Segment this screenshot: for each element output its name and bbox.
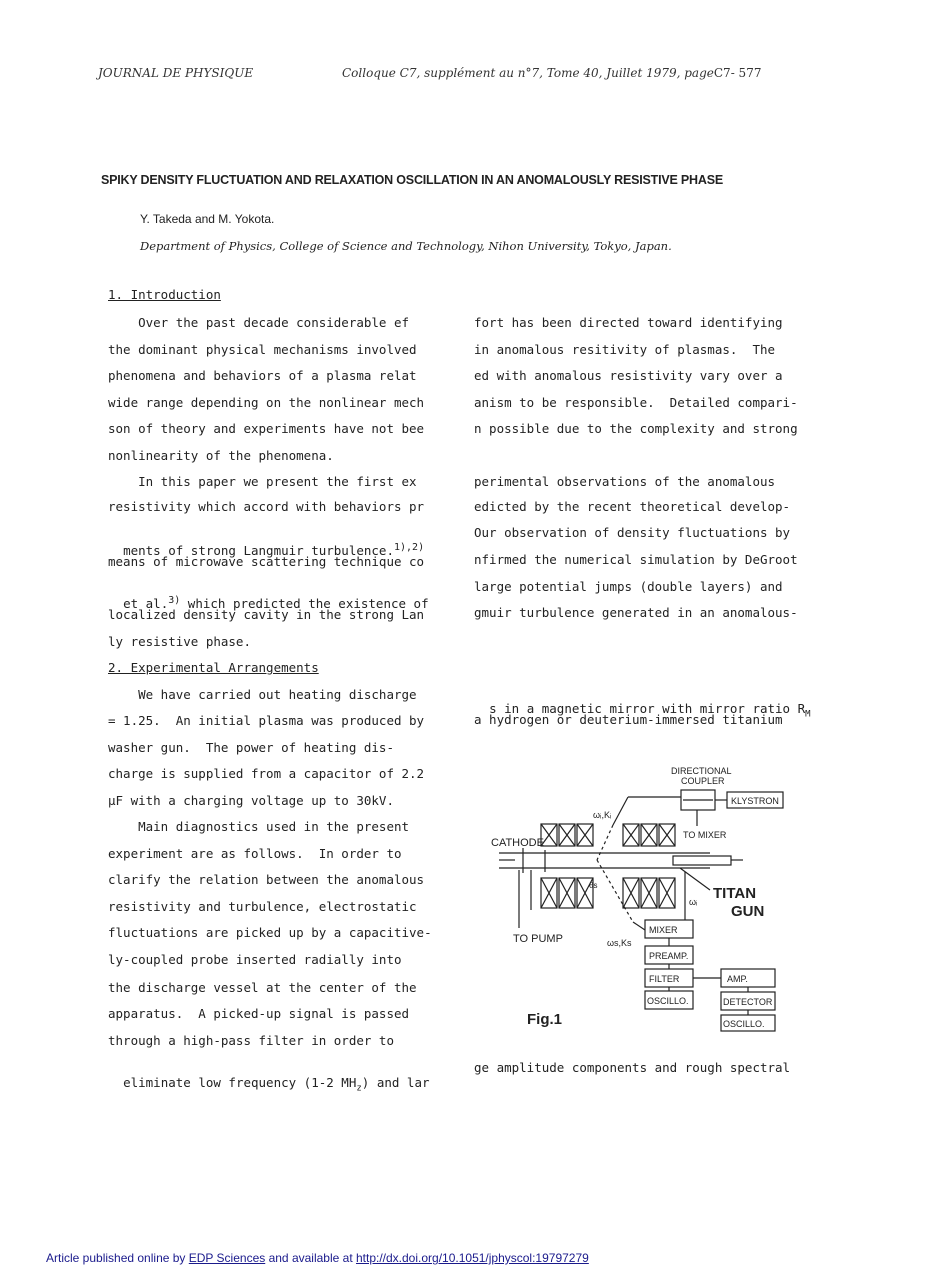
left-line: washer gun. The power of heating dis- bbox=[108, 740, 394, 755]
right-line: anism to be responsible. Detailed compari- bbox=[474, 395, 798, 410]
figure-caption: Fig.1 bbox=[527, 1011, 563, 1028]
filter-label: FILTER bbox=[649, 974, 680, 984]
right-line: ge amplitude components and rough spectral bbox=[474, 1060, 791, 1075]
right-line: fort has been directed toward identifying bbox=[474, 315, 783, 330]
left-line-continuation: ) and lar bbox=[361, 1075, 430, 1090]
to-mixer-label: TO MIXER bbox=[683, 830, 727, 840]
theta-s-label: θs bbox=[589, 881, 598, 890]
right-line: large potential jumps (double layers) and bbox=[474, 579, 783, 594]
colloque-info bbox=[342, 66, 761, 80]
page-number: C7- 577 bbox=[713, 66, 762, 80]
left-line: clarify the relation between the anomalous bbox=[108, 872, 425, 887]
footer bbox=[46, 1251, 589, 1265]
right-line: perimental observations of the anomalous bbox=[474, 474, 776, 489]
left-line: = 1.25. An initial plasma was produced by bbox=[108, 713, 425, 728]
left-line: In this paper we present the first ex bbox=[108, 474, 417, 489]
klystron-label: KLYSTRON bbox=[731, 796, 779, 806]
reference-superscript: 1),2) bbox=[394, 542, 425, 553]
titan-label: TITAN bbox=[713, 885, 757, 902]
left-line: charge is supplied from a capacitor of 2.2 bbox=[108, 766, 425, 781]
cathode-label: CATHODE bbox=[491, 837, 544, 849]
detector-label: DETECTOR bbox=[723, 997, 773, 1007]
left-line: the discharge vessel at the center of the bbox=[108, 980, 417, 995]
left-line: et al. bbox=[123, 596, 169, 612]
left-line: fluctuations are picked up by a capacitive- bbox=[108, 925, 432, 940]
subscript-z: z bbox=[356, 1083, 362, 1094]
edp-sciences-link[interactable]: EDP Sciences bbox=[188, 1251, 266, 1265]
affiliation: Department of Physics, College of Science and Technology, Nihon University, Tokyo, Japan. bbox=[140, 239, 672, 253]
left-line: apparatus. A picked-up signal is passed bbox=[108, 1006, 410, 1021]
right-line: ed with anomalous resistivity vary over a bbox=[474, 368, 783, 383]
figure-1-diagram bbox=[485, 760, 805, 1035]
omega-s-k-s-label: ωs,Ks bbox=[607, 938, 632, 948]
left-line: ly-coupled probe inserted radially into bbox=[108, 952, 402, 967]
right-line: n possible due to the complexity and strong bbox=[474, 421, 798, 436]
left-line: nonlinearity of the phenomena. bbox=[108, 448, 334, 463]
journal-name: JOURNAL DE PHYSIQUE bbox=[98, 66, 254, 80]
left-line: experiment are as follows. In order to bbox=[108, 846, 402, 861]
left-line: wide range depending on the nonlinear mech bbox=[108, 395, 425, 410]
omega-i-k-i-label: ωᵢ,Kᵢ bbox=[593, 810, 612, 820]
left-line: resistivity and turbulence, electrostatic bbox=[108, 899, 417, 914]
left-line: ly resistive phase. bbox=[108, 634, 251, 649]
left-line-freq bbox=[108, 1060, 430, 1094]
subscript-m: M bbox=[805, 709, 811, 720]
left-line: ments of strong Langmuir turbulence. bbox=[123, 543, 394, 559]
doi-link[interactable]: http://dx.doi.org/10.1051/jphyscol:19797279 bbox=[355, 1251, 589, 1265]
amp-label: AMP. bbox=[727, 974, 748, 984]
left-line: son of theory and experiments have not bee bbox=[108, 421, 425, 436]
preamp-label: PREAMP. bbox=[649, 951, 689, 961]
right-line: edicted by the recent theoretical develop- bbox=[474, 499, 791, 514]
section-2-heading: 2. Experimental Arrangements bbox=[108, 660, 319, 675]
left-line: Over the past decade considerable ef bbox=[108, 315, 410, 330]
left-line: phenomena and behaviors of a plasma relat bbox=[108, 368, 417, 383]
section-1-heading: 1. Introduction bbox=[108, 287, 221, 302]
reference-superscript: 3) bbox=[168, 595, 181, 606]
right-line: nfirmed the numerical simulation by DeGroot bbox=[474, 552, 798, 567]
right-line: a hydrogen or deuterium-immersed titanium bbox=[474, 712, 783, 727]
coupler-label: COUPLER bbox=[681, 776, 725, 786]
left-line: the dominant physical mechanisms involved bbox=[108, 342, 417, 357]
footer-prefix: Article published online by bbox=[46, 1251, 189, 1265]
right-line: gmuir turbulence generated in an anomalous- bbox=[474, 605, 798, 620]
left-line: means of microwave scattering technique co bbox=[108, 554, 425, 569]
left-line: localized density cavity in the strong Lan bbox=[108, 607, 425, 622]
left-line: μF with a charging voltage up to 30kV. bbox=[108, 793, 394, 808]
left-line-continuation: which predicted the existence of bbox=[180, 596, 429, 612]
footer-middle: and available at bbox=[265, 1251, 356, 1265]
left-line: Main diagnostics used in the present bbox=[108, 819, 410, 834]
omega-i-label: ωᵢ bbox=[689, 897, 698, 907]
left-line: eliminate low frequency (1-2 MH bbox=[123, 1075, 357, 1090]
mixer-label: MIXER bbox=[649, 925, 678, 935]
right-line: Our observation of density fluctuations by bbox=[474, 525, 791, 540]
left-line: resistivity which accord with behaviors pr bbox=[108, 499, 425, 514]
directional-label: DIRECTIONAL bbox=[671, 766, 732, 776]
oscillo-label-2: OSCILLO. bbox=[723, 1019, 765, 1029]
gun-label: GUN bbox=[731, 903, 765, 920]
oscillo-label-1: OSCILLO. bbox=[647, 996, 689, 1006]
paper-title: SPIKY DENSITY FLUCTUATION AND RELAXATION OSCILLATION IN AN ANOMALOUSLY RESISTIVE PHASE bbox=[101, 173, 723, 187]
right-line: s in a magnetic mirror with mirror ratio R bbox=[489, 701, 806, 716]
left-line: through a high-pass filter in order to bbox=[108, 1033, 394, 1048]
colloque-text: Colloque C7, supplément au n°7, Tome 40, Juillet 1979, page bbox=[342, 66, 714, 80]
titan-gun-body bbox=[673, 856, 731, 865]
to-pump-label: TO PUMP bbox=[513, 933, 563, 945]
right-line: in anomalous resitivity of plasmas. The bbox=[474, 342, 776, 357]
authors: Y. Takeda and M. Yokota. bbox=[140, 212, 275, 226]
left-line: We have carried out heating discharge bbox=[108, 687, 417, 702]
